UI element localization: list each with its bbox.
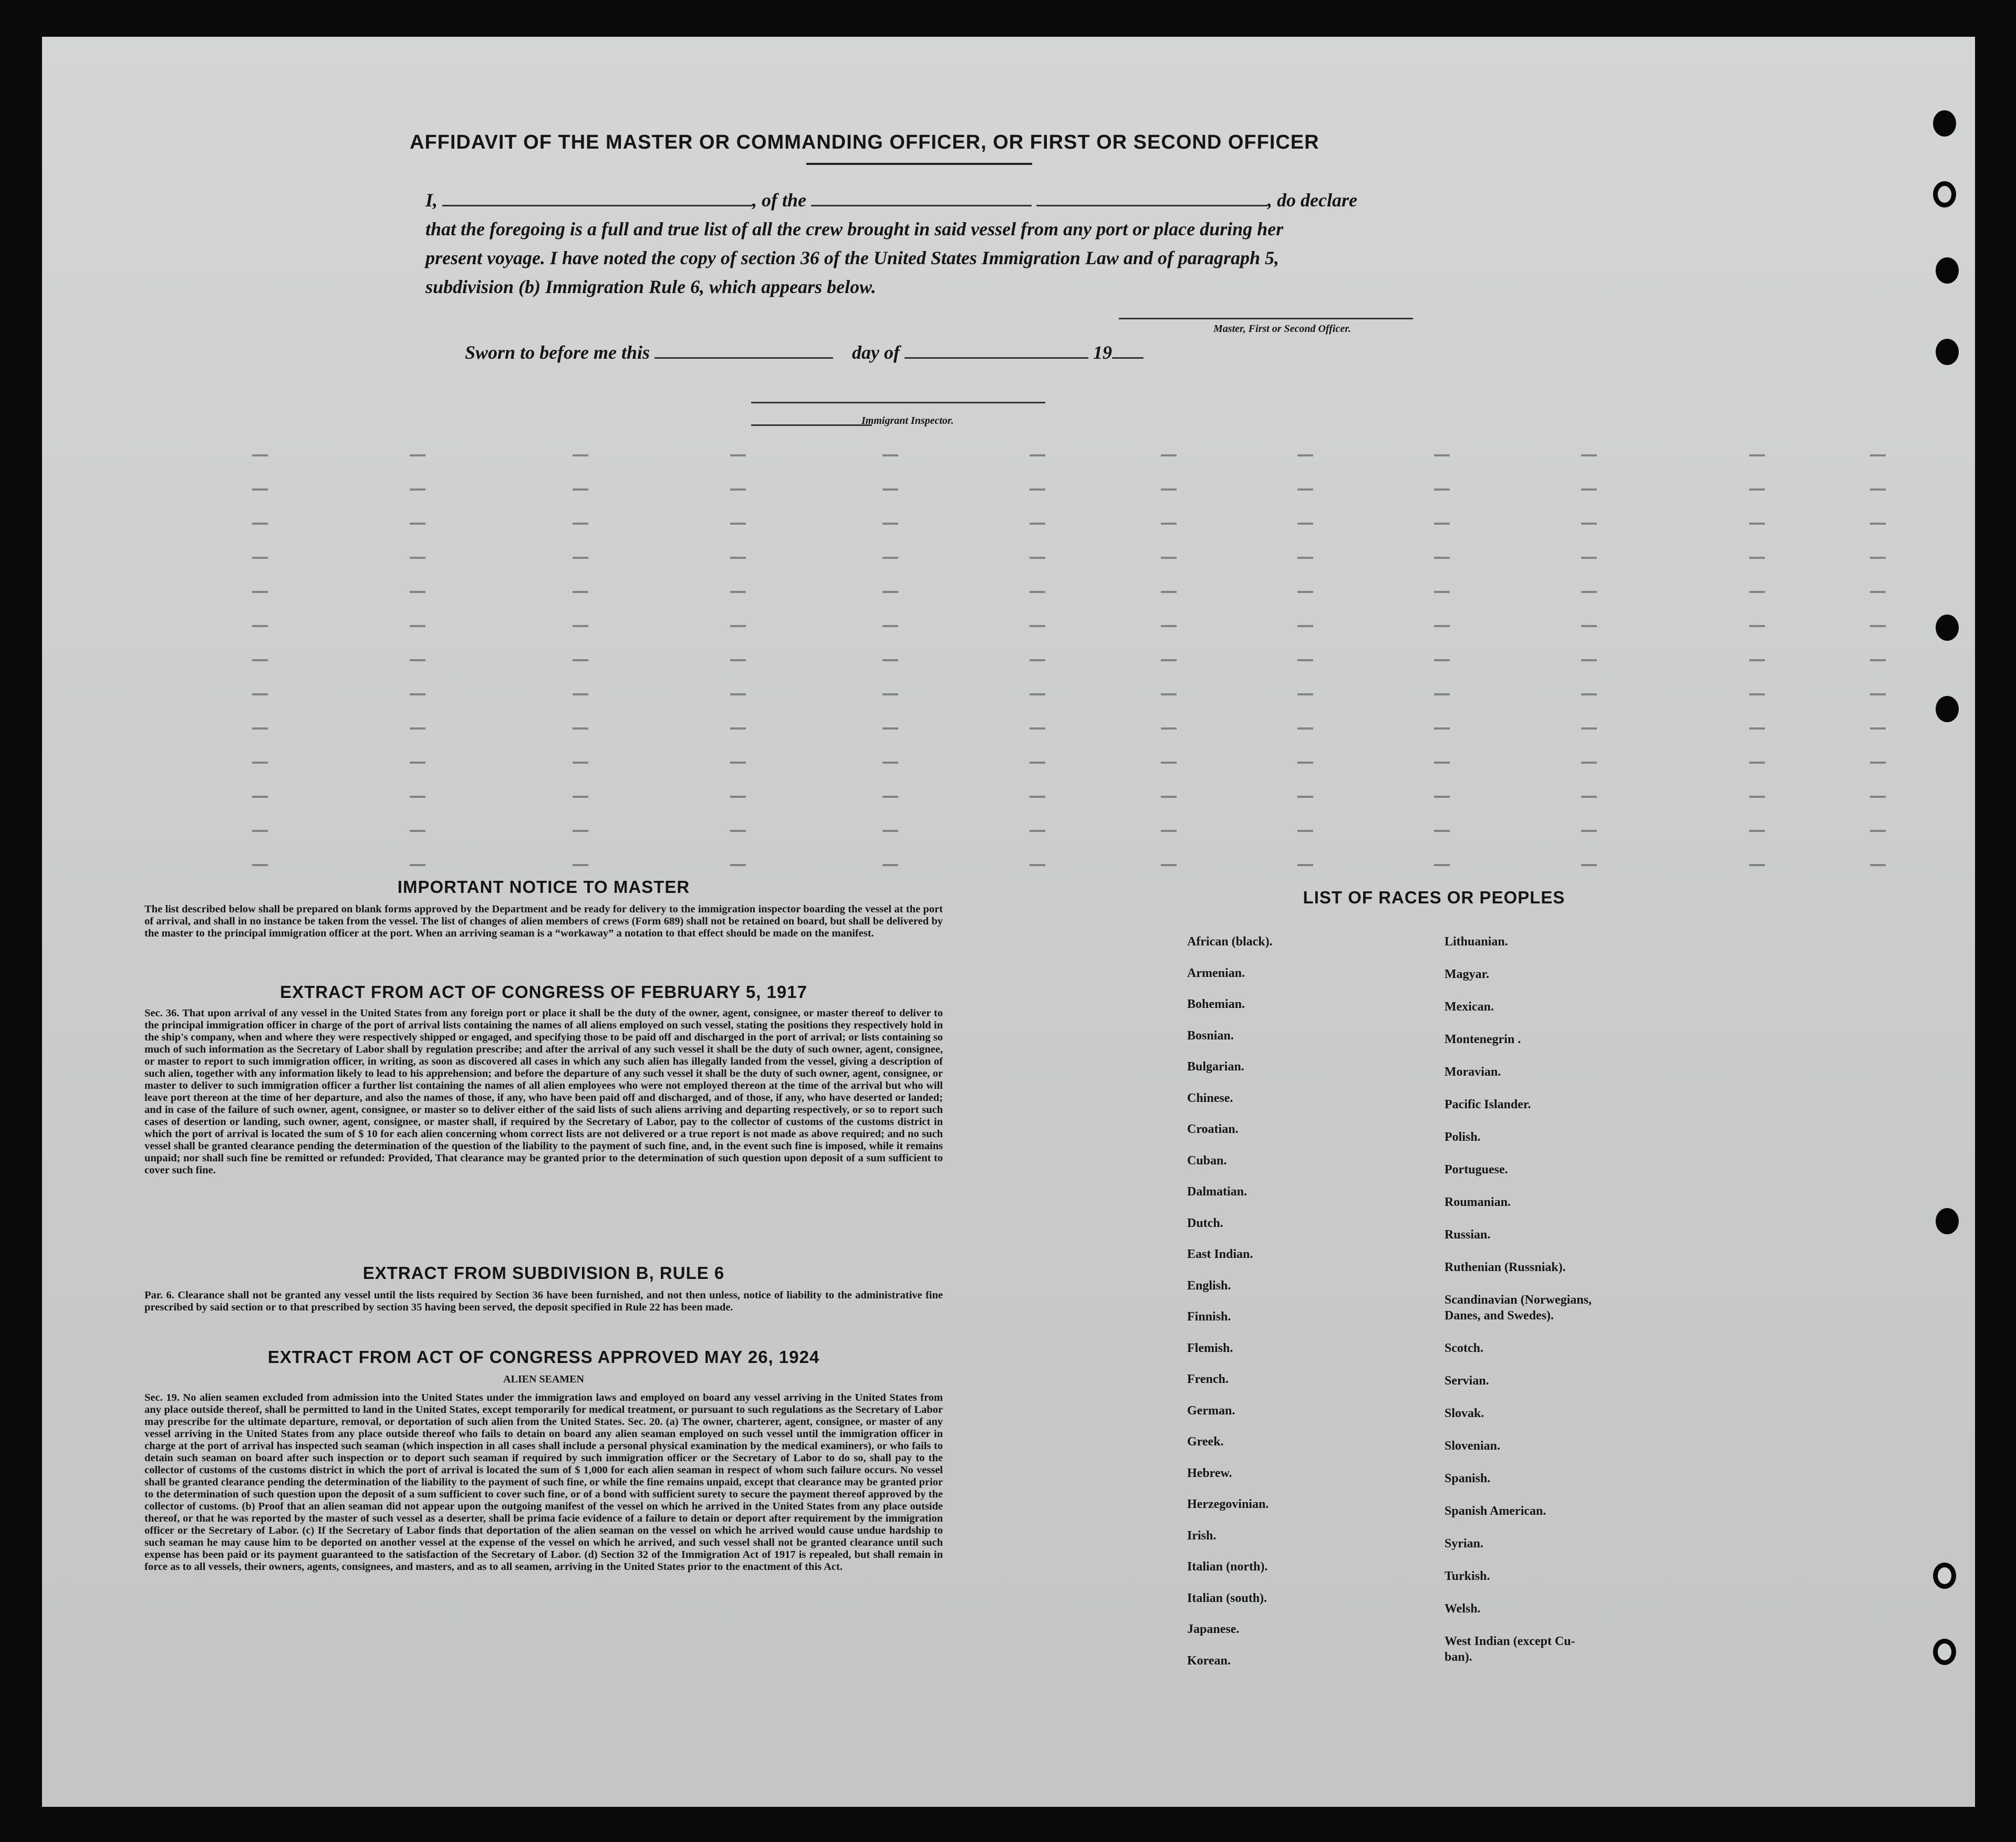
bleed-mark	[730, 796, 746, 798]
bleed-mark	[1581, 557, 1597, 559]
race-item: Cuban.	[1187, 1153, 1227, 1168]
bleed-mark	[1030, 830, 1045, 832]
bleed-mark	[252, 796, 268, 798]
race-item: Slovak.	[1445, 1407, 1484, 1420]
punch-hole	[1933, 181, 1956, 207]
bleed-mark	[1870, 762, 1886, 764]
bleed-mark	[1581, 796, 1597, 798]
signature-label: Master, First or Second Officer.	[1213, 323, 1351, 335]
bleed-mark	[730, 454, 746, 456]
affidavit-declare: , do declare	[1267, 190, 1357, 211]
bleed-mark	[1434, 762, 1450, 764]
bleed-mark	[573, 523, 588, 525]
bleed-mark	[410, 727, 425, 730]
race-item: Bohemian.	[1187, 997, 1245, 1011]
race-item: Japanese.	[1187, 1622, 1240, 1636]
sworn-line	[465, 341, 1144, 363]
bleed-mark	[1297, 454, 1313, 456]
bleed-mark	[1749, 625, 1765, 627]
bleed-mark	[573, 454, 588, 456]
punch-hole	[1933, 110, 1956, 137]
affidavit-line-1	[425, 189, 1476, 211]
bleed-mark	[1030, 625, 1045, 627]
inspector-line[interactable]	[751, 424, 872, 426]
bleed-mark	[1749, 591, 1765, 593]
rule6-title: EXTRACT FROM SUBDIVISION B, RULE 6	[362, 1263, 725, 1283]
race-item: Syrian.	[1445, 1537, 1484, 1550]
bleed-mark	[1870, 488, 1886, 491]
bleed-mark	[1297, 625, 1313, 627]
month-blank[interactable]	[905, 344, 1088, 359]
race-item: African (black).	[1187, 935, 1273, 949]
race-item: Italian (south).	[1187, 1591, 1267, 1605]
bleed-mark	[1434, 727, 1450, 730]
bleed-mark	[1749, 659, 1765, 661]
bleed-mark	[573, 659, 588, 661]
bleed-mark	[1749, 454, 1765, 456]
bleed-mark	[1581, 488, 1597, 491]
race-item: Moravian.	[1445, 1065, 1501, 1079]
sworn-text: Sworn to before me this	[465, 342, 650, 363]
extract-1924-title: EXTRACT FROM ACT OF CONGRESS APPROVED MAY 26, 1924	[267, 1347, 820, 1367]
bleed-mark	[1749, 693, 1765, 695]
bleed-mark	[573, 693, 588, 695]
race-item: ban).	[1445, 1650, 1472, 1664]
bleed-mark	[1434, 693, 1450, 695]
races-right-column	[1445, 935, 1760, 1733]
bleed-mark	[1434, 659, 1450, 661]
vessel-blank[interactable]	[811, 191, 1032, 206]
bleed-mark	[1030, 864, 1045, 866]
bleed-mark	[1434, 523, 1450, 525]
race-item: Roumanian.	[1445, 1195, 1511, 1209]
inspector-line-top	[751, 402, 1045, 403]
race-item: Chinese.	[1187, 1091, 1233, 1105]
race-item: Welsh.	[1445, 1602, 1481, 1616]
bleed-mark	[1581, 591, 1597, 593]
bleed-mark	[1161, 454, 1177, 456]
bleed-mark	[1030, 488, 1045, 491]
bleed-mark	[1434, 488, 1450, 491]
bleed-mark	[1434, 864, 1450, 866]
bleed-mark	[252, 488, 268, 491]
race-item: West Indian (except Cu-	[1445, 1635, 1575, 1648]
affidavit-line-3: present voyage. I have noted the copy of section 36 of the United States Immigration Law and of paragraph 5,	[425, 247, 1279, 268]
bleed-mark	[410, 523, 425, 525]
bleed-mark	[252, 557, 268, 559]
bleed-mark	[1581, 659, 1597, 661]
bleed-mark	[1161, 625, 1177, 627]
bleed-mark	[1870, 659, 1886, 661]
bleed-mark	[1161, 523, 1177, 525]
bleed-mark	[1870, 796, 1886, 798]
bleed-mark	[1161, 488, 1177, 491]
bleed-mark	[730, 659, 746, 661]
race-item: Herzegovinian.	[1187, 1497, 1269, 1511]
bleed-mark	[882, 488, 898, 491]
races-left-column	[1187, 935, 1450, 1733]
bleed-mark	[1434, 796, 1450, 798]
rule6-text: Par. 6. Clearance shall not be granted any vessel until the lists required by Section 36 have been furnished, and not then unless, notice of liability to the administrative fine prescribed by said section or to that prescribed by section 35 having been served, the deposit specified in Rule 22 has been made.	[144, 1289, 943, 1313]
bleed-mark	[252, 659, 268, 661]
bleed-mark	[1030, 762, 1045, 764]
bleed-mark	[730, 830, 746, 832]
bleed-mark	[573, 625, 588, 627]
bleed-mark	[882, 523, 898, 525]
affidavit-title: AFFIDAVIT OF THE MASTER OR COMMANDING OFFICER, OR FIRST OR SECOND OFFICER	[410, 131, 1319, 153]
race-item: Montenegrin .	[1445, 1033, 1521, 1046]
bleed-mark	[1030, 659, 1045, 661]
bleed-mark	[1030, 591, 1045, 593]
race-item: Dalmatian.	[1187, 1185, 1247, 1199]
bleed-mark	[573, 557, 588, 559]
bleed-mark	[882, 454, 898, 456]
bleed-mark	[1434, 557, 1450, 559]
bleed-mark	[1297, 523, 1313, 525]
race-item: Bosnian.	[1187, 1028, 1234, 1043]
bleed-mark	[410, 488, 425, 491]
bleed-mark	[1870, 454, 1886, 456]
bleed-mark	[730, 591, 746, 593]
extract-1924-text: Sec. 19. No alien seamen excluded from admission into the United States under the immigration laws and employed on board any vessel arriving in the United States from any place outside thereof, shall be permitted to land in the United States, except temporarily for medical treatment, or pursuant to such regulations as the Secretary of Labor may prescribe for the ultimate departure, removal, or deportation of such alien from the United States. Sec. 20. (a) The owner, charterer, agent, consignee, or master of any vessel arriving in the United States from any place outside thereof who fails to detain on board any alien seaman employed on such vessel until the immigration officer in charge at the port of arrival has inspected such seaman (which inspection in all cases shall include a personal physical examination by the medical examiners), or who fails to detain such seaman on board after such inspection or to deport such seaman if required by such immigration officer or the Secretary of Labor to do so, shall pay to the collector of customs of the customs district in which the port of arrival is located the sum of $ 1,000 for each alien seaman in respect of whom such failure occurs. No vessel shall be granted clearance pending the determination of the liability to the payment of such fine, or while the fine remains unpaid, except that clearance may be granted prior to the determination of such question upon the deposit of a sum sufficient to cover such fine, or of a bond with sufficient surety to secure the payment thereof approved by the collector of customs. (b) Proof that an alien seaman did not appear upon the outgoing manifest of the vessel on which he arrived in the United States from any place outside thereof, or that he was reported by the master of such vessel as a deserter, shall be prima facie evidence of a failure to detain or deport after requirement by the immigration officer or the Secretary of Labor. (c) If the Secretary of Labor finds that deportation of the alien seaman on the vessel on which he arrived would cause undue hardship to such seaman he may cause him to be deported on another vessel at the expense of the vessel on which he arrived, and such vessel shall not be granted clearance until such expense has been paid or its payment guaranteed to the satisfaction of the Secretary of Labor. (d) Section 32 of the Immigration Act of 1917 is repealed, but shall remain in force as to all vessels, their owners, agents, consignees, and masters, and as to all seamen, arriving in the United States prior to the enactment of this Act.	[144, 1392, 943, 1573]
bleed-mark	[1870, 523, 1886, 525]
punch-hole	[1936, 696, 1959, 722]
race-item: Portuguese.	[1445, 1163, 1508, 1177]
bleed-mark	[410, 796, 425, 798]
race-item: Russian.	[1445, 1228, 1491, 1242]
bleed-mark	[1297, 488, 1313, 491]
race-item: Dutch.	[1187, 1216, 1223, 1230]
bleed-mark	[1161, 693, 1177, 695]
bleed-mark	[252, 864, 268, 866]
bleed-mark	[730, 557, 746, 559]
bleed-mark	[1297, 864, 1313, 866]
punch-hole	[1936, 1208, 1959, 1234]
bleed-mark	[1749, 830, 1765, 832]
affidavit-line-2: that the foregoing is a full and true list of all the crew brought in said vessel from any port or place during her	[425, 218, 1284, 240]
affidavit-of-the: , of the	[752, 190, 807, 211]
race-item: Ruthenian (Russniak).	[1445, 1261, 1566, 1274]
race-item: Danes, and Swedes).	[1445, 1309, 1554, 1323]
race-item: Italian (north).	[1187, 1560, 1268, 1574]
punch-hole	[1933, 1639, 1956, 1665]
race-item: Greek.	[1187, 1435, 1224, 1449]
bleed-mark	[1030, 796, 1045, 798]
bleed-mark	[252, 693, 268, 695]
bleed-mark	[1749, 557, 1765, 559]
punch-hole	[1933, 1563, 1956, 1589]
sworn-day-blank[interactable]	[654, 344, 833, 359]
bleed-mark	[1870, 591, 1886, 593]
bleed-mark	[410, 557, 425, 559]
punch-hole	[1936, 257, 1959, 284]
race-item: Mexican.	[1445, 1000, 1494, 1014]
bleed-mark	[573, 830, 588, 832]
race-item: English.	[1187, 1278, 1231, 1293]
bleed-mark	[1161, 727, 1177, 730]
bleed-mark	[1161, 796, 1177, 798]
bleed-mark	[573, 762, 588, 764]
bleed-mark	[410, 591, 425, 593]
bleed-mark	[730, 864, 746, 866]
bleed-mark	[1297, 796, 1313, 798]
bleed-mark	[730, 762, 746, 764]
bleed-mark	[1581, 625, 1597, 627]
bleed-mark	[573, 591, 588, 593]
bleed-mark	[882, 625, 898, 627]
race-item: East Indian.	[1187, 1247, 1253, 1261]
race-item: Korean.	[1187, 1653, 1231, 1668]
bleed-mark	[410, 864, 425, 866]
bleed-mark	[252, 727, 268, 730]
race-item: Slovenian.	[1445, 1439, 1501, 1453]
bleed-mark	[410, 454, 425, 456]
manifest-page	[42, 37, 1975, 1807]
bleed-mark	[1161, 830, 1177, 832]
year-blank[interactable]	[1112, 344, 1144, 359]
race-item: Polish.	[1445, 1130, 1481, 1144]
race-item: Flemish.	[1187, 1341, 1233, 1355]
bleed-mark	[882, 796, 898, 798]
bleed-mark	[1030, 523, 1045, 525]
bleed-mark	[882, 693, 898, 695]
bleed-mark	[1161, 659, 1177, 661]
race-item: Bulgarian.	[1187, 1060, 1244, 1074]
notice-title: IMPORTANT NOTICE TO MASTER	[397, 877, 690, 897]
race-item: Magyar.	[1445, 967, 1490, 981]
races-title: LIST OF RACES OR PEOPLES	[1303, 888, 1565, 907]
bleed-mark	[252, 762, 268, 764]
bleed-mark	[1030, 727, 1045, 730]
affidavit-line-4: subdivision (b) Immigration Rule 6, which appears below.	[425, 276, 876, 297]
race-item: Irish.	[1187, 1528, 1217, 1543]
bleed-mark	[882, 762, 898, 764]
bleed-mark	[1030, 693, 1045, 695]
vessel-blank-2[interactable]	[1036, 191, 1267, 206]
bleed-mark	[1870, 557, 1886, 559]
race-item: Finnish.	[1187, 1310, 1231, 1324]
bleed-mark	[252, 830, 268, 832]
bleed-mark	[410, 659, 425, 661]
bleed-mark	[1030, 454, 1045, 456]
bleed-mark	[730, 523, 746, 525]
race-item: Lithuanian.	[1445, 935, 1508, 949]
race-item: Scandinavian (Norwegians,	[1445, 1293, 1592, 1307]
bleed-mark	[1581, 830, 1597, 832]
bleed-mark	[573, 796, 588, 798]
bleed-mark	[1297, 557, 1313, 559]
bleed-mark	[882, 591, 898, 593]
bleed-mark	[1434, 830, 1450, 832]
bleed-mark	[1297, 830, 1313, 832]
bleed-mark	[1749, 796, 1765, 798]
punch-hole	[1936, 615, 1959, 641]
bleed-mark	[730, 488, 746, 491]
bleed-mark	[252, 523, 268, 525]
race-item: Turkish.	[1445, 1569, 1490, 1583]
bleed-mark	[1870, 830, 1886, 832]
bleed-mark	[410, 830, 425, 832]
inspector-label: Immigrant Inspector.	[861, 415, 954, 426]
race-item: Spanish.	[1445, 1472, 1491, 1485]
bleed-mark	[410, 762, 425, 764]
race-item: Hebrew.	[1187, 1466, 1232, 1480]
race-item: French.	[1187, 1372, 1229, 1386]
bleed-mark	[1870, 693, 1886, 695]
bleed-mark	[730, 625, 746, 627]
bleed-mark	[573, 488, 588, 491]
bleed-mark	[1749, 523, 1765, 525]
bleed-mark	[1581, 693, 1597, 695]
bleed-mark	[410, 693, 425, 695]
notice-text: The list described below shall be prepared on blank forms approved by the Department and be ready for delivery to the immigration inspector boarding the vessel at the port of arrival, and shall in no instance be taken from the vessel. The list of changes of alien members of crews (Form 689) shall not be retained on board, but shall be delivered by the master to the principal immigration officer at the port. When an arriving seaman is a “workaway” a notation to that effect should be made on the manifest.	[144, 903, 943, 939]
bleed-mark	[573, 864, 588, 866]
bleed-mark	[730, 693, 746, 695]
bleed-mark	[1749, 762, 1765, 764]
bleed-mark	[1749, 864, 1765, 866]
bleed-mark	[1581, 727, 1597, 730]
bleed-mark	[1749, 727, 1765, 730]
bleed-mark	[1297, 727, 1313, 730]
bleed-mark	[882, 830, 898, 832]
bleed-mark	[882, 727, 898, 730]
bleed-mark	[1161, 557, 1177, 559]
bleed-mark	[1297, 762, 1313, 764]
signature-line[interactable]	[1119, 318, 1413, 319]
day-of-text: day of	[852, 342, 900, 363]
bleed-mark	[1870, 625, 1886, 627]
bleed-mark	[1161, 762, 1177, 764]
bleed-mark	[1870, 727, 1886, 730]
race-item: Armenian.	[1187, 966, 1245, 980]
bleed-mark	[730, 727, 746, 730]
bleed-mark	[1581, 454, 1597, 456]
bleed-mark	[252, 591, 268, 593]
bleed-mark	[1161, 864, 1177, 866]
race-item: Croatian.	[1187, 1122, 1239, 1136]
bleed-mark	[1030, 557, 1045, 559]
extract-1924-subtitle: ALIEN SEAMEN	[503, 1373, 584, 1385]
bleed-mark	[882, 557, 898, 559]
bleed-mark	[573, 727, 588, 730]
name-blank[interactable]	[442, 191, 752, 206]
race-item: Spanish American.	[1445, 1504, 1546, 1518]
bleed-mark	[882, 659, 898, 661]
bleed-mark	[1581, 864, 1597, 866]
bleed-mark	[252, 625, 268, 627]
bleed-mark	[1870, 864, 1886, 866]
extract-1917-title: EXTRACT FROM ACT OF CONGRESS OF FEBRUARY 5, 1917	[280, 982, 807, 1002]
bleed-mark	[410, 625, 425, 627]
bleed-mark	[1434, 591, 1450, 593]
race-item: Servian.	[1445, 1374, 1489, 1388]
affidavit-i: I,	[425, 190, 438, 211]
bleed-mark	[1434, 454, 1450, 456]
bleed-mark	[882, 864, 898, 866]
race-item: German.	[1187, 1403, 1235, 1418]
race-item: Pacific Islander.	[1445, 1098, 1531, 1111]
year-prefix: 19	[1093, 342, 1113, 363]
race-item: Scotch.	[1445, 1341, 1483, 1355]
bleed-mark	[1297, 591, 1313, 593]
bleed-mark	[1434, 625, 1450, 627]
bleed-mark	[1581, 523, 1597, 525]
bleed-mark	[1749, 488, 1765, 491]
bleed-mark	[1297, 693, 1313, 695]
bleed-mark	[1297, 659, 1313, 661]
title-underline	[806, 163, 1032, 165]
extract-1917-text: Sec. 36. That upon arrival of any vessel in the United States from any foreign port or place it shall be the duty of the owner, agent, consignee, or master thereof to deliver to the principal immigration officer in charge of the port of arrival lists containing the names of all aliens employed on such vessel, stating the positions they respectively hold in the ship's company, when and where they were respectively shipped or engaged, and specifying those to be paid off and discharged in the port of arrival; or lists containing so much of such information as the Secretary of Labor shall by regulation prescribe; and after the arrival of any such vessel it shall be the duty of such owner, agent, consignee, or master to report to such immigration officer, in writing, as soon as discovered all cases in which any such alien has illegally landed from the vessel, giving a description of such alien, together with any information likely to lead to his apprehension; and before the departure of any such vessel it shall be the duty of such owner, agent, consignee, or master to deliver to such immigration officer a further list containing the names of all alien employees who were not employed thereon at the time of the arrival but who will leave port thereon at the time of her departure, and also the names of those, if any, who have been paid off and discharged, and of those, if any, who have deserted or landed; and in case of the failure of such owner, agent, consignee, or master so to deliver either of the said lists of such aliens arriving and departing respectively, or so to report such cases of desertion or landing, such owner, agent, consignee, or master shall, if required by the Secretary of Labor, pay to the collector of customs of the customs district in which the port of arrival is located the sum of $ 10 for each alien concerning whom correct lists are not delivered or a true report is not made as above required; and no such vessel shall be granted clearance pending the determination of the question of the liability to the payment of such fine, and, in the event such fine is imposed, while it remains unpaid; nor shall such fine be remitted or refunded: Provided, That clearance may be granted prior to the determination of such question upon deposit of a sum sufficient to cover such fine.	[144, 1007, 943, 1176]
bleed-mark	[1581, 762, 1597, 764]
bleed-mark	[252, 454, 268, 456]
punch-hole	[1936, 339, 1959, 365]
bleed-mark	[1161, 591, 1177, 593]
